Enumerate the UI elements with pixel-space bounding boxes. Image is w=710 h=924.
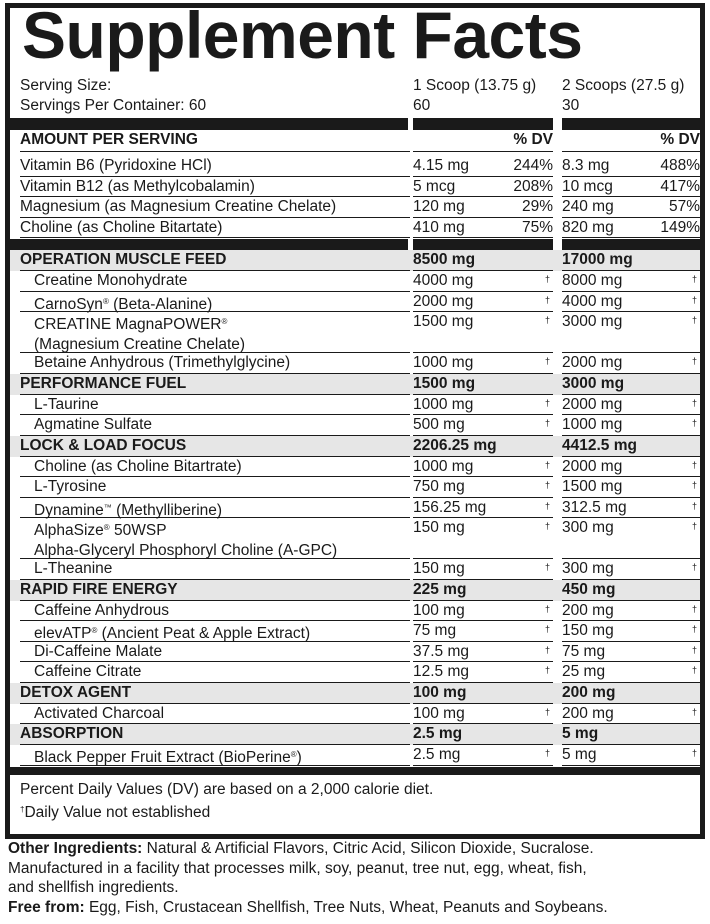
ingredient-amount-2-text: 300 mg	[562, 560, 614, 577]
ingredient-amount-1-text: 750 mg	[413, 478, 465, 495]
dagger-mark: †	[544, 480, 550, 490]
vitamin-dv-1: 208%	[513, 177, 553, 195]
vitamin-amount-1-text: 5 mcg	[413, 177, 456, 195]
blend-amount-1: 2.5 mg	[413, 724, 553, 745]
ingredient-row	[10, 518, 700, 559]
ingredient-amount-2	[562, 312, 700, 353]
dagger-mark: †	[544, 418, 550, 428]
ingredient-amount-2	[562, 353, 700, 374]
ingredient-name-line: Caffeine Citrate	[34, 663, 142, 680]
ingredient-amount-1-text: 1000 mg	[413, 457, 474, 475]
blend-amount-2: 17000 mg	[562, 250, 700, 271]
blend-amount-2: 5 mg	[562, 724, 700, 745]
ingredient-amount-1	[413, 621, 553, 642]
ingredient-name-line: L-Tyrosine	[34, 478, 107, 495]
ingredient-amount-1-text: 100 mg	[413, 704, 465, 722]
vitamin-amount-2	[562, 156, 700, 177]
ingredient-amount-1-text: 150 mg	[413, 560, 465, 577]
ingredient-amount-2	[562, 477, 700, 498]
ingredient-row	[10, 415, 700, 436]
dagger-mark: †	[544, 356, 550, 366]
vitamin-amount-2-text: 240 mg	[562, 198, 614, 215]
ingredient-row	[10, 601, 700, 622]
serving-size-row-label: Serving Size:	[20, 77, 112, 94]
dagger-mark: †	[544, 644, 550, 655]
ingredient-name-line: Activated Charcoal	[34, 704, 165, 722]
blend-name: RAPID FIRE ENERGY	[20, 580, 410, 601]
ingredient-name-line: L-Taurine	[34, 395, 99, 413]
ingredient-amount-2-text: 25 mg	[562, 663, 606, 680]
ingredient-row	[10, 353, 700, 374]
ingredient-amount-1-text: 37.5 mg	[413, 642, 470, 660]
vitamin-amount-1-text: 4.15 mg	[413, 157, 470, 174]
blend-header-row	[10, 580, 700, 601]
ingredient-amount-2-text: 75 mg	[562, 642, 606, 660]
vitamin-row	[10, 177, 700, 198]
vitamin-amount-1	[413, 177, 553, 198]
ingredient-amount-1-text: 1000 mg	[413, 395, 474, 413]
dagger-mark: †	[691, 748, 697, 758]
ingredient-amount-2-text: 300 mg	[562, 519, 614, 536]
ingredient-amount-2	[562, 518, 700, 559]
ingredient-amount-2	[562, 662, 700, 683]
section-divider	[562, 118, 700, 130]
vitamin-name: Vitamin B12 (as Methylcobalamin)	[20, 177, 410, 198]
ingredient-amount-2-text: 3000 mg	[562, 313, 623, 330]
ingredient-row	[10, 477, 700, 498]
ingredient-amount-2-text: 1500 mg	[562, 478, 623, 495]
dv-header-1	[413, 130, 553, 152]
vitamin-row	[10, 197, 700, 218]
facility-statement: Manufactured in a facility that processes milk, soy, peanut, tree nut, egg, wheat, fish,	[8, 859, 587, 877]
vitamin-amount-2	[562, 197, 700, 218]
amount-header-row	[10, 130, 700, 152]
ingredient-name	[20, 662, 410, 683]
ingredient-amount-2	[562, 498, 700, 519]
ingredient-amount-2	[562, 395, 700, 416]
vitamin-amount-1	[413, 218, 553, 239]
section-divider	[413, 118, 553, 130]
ingredient-amount-1	[413, 642, 553, 663]
servings-per-container-row-value-1: 60	[413, 97, 431, 114]
section-divider	[10, 118, 408, 130]
blend-amount-1: 2206.25 mg	[413, 436, 553, 457]
ingredient-name-line: Creatine Monohydrate	[34, 272, 188, 289]
ingredient-row	[10, 457, 700, 478]
ingredient-name	[20, 312, 410, 353]
blend-header-row	[10, 374, 700, 395]
ingredient-name-line: AlphaSize® 50WSP	[34, 522, 167, 539]
dagger-mark: †	[544, 748, 550, 758]
serving-size-row-value-1: 1 Scoop (13.75 g)	[413, 77, 537, 94]
blend-name: LOCK & LOAD FOCUS	[20, 436, 410, 457]
ingredient-name	[20, 559, 410, 580]
dv-note: Percent Daily Values (DV) are based on a 2,000 calorie diet.	[20, 780, 434, 798]
dagger-mark: †	[544, 603, 550, 614]
free-from-text: Egg, Fish, Crustacean Shellfish, Tree Nuts, Wheat, Peanuts and Soybeans.	[84, 898, 608, 916]
ingredient-row	[10, 662, 700, 683]
ingredient-amount-1	[413, 292, 553, 313]
ingredient-amount-1	[413, 395, 553, 416]
ingredient-name-line: Black Pepper Fruit Extract (BioPerine®)	[34, 749, 302, 766]
panel-title: Supplement Facts	[22, 0, 583, 72]
blend-amount-2: 4412.5 mg	[562, 436, 700, 457]
ingredient-name	[20, 415, 410, 436]
dagger-mark: †	[691, 706, 697, 717]
dagger-mark: †	[691, 418, 697, 428]
ingredient-amount-1	[413, 559, 553, 580]
dagger-mark: †	[691, 397, 697, 408]
dagger-mark: †	[544, 624, 550, 634]
dv-header-1-text: % DV	[513, 131, 553, 148]
ingredient-amount-1-text: 75 mg	[413, 622, 457, 639]
ingredient-name-line: CarnoSyn® (Beta-Alanine)	[34, 295, 213, 313]
servings-per-container-row	[10, 96, 700, 116]
dagger-mark: †	[544, 665, 550, 675]
ingredient-amount-1	[413, 271, 553, 292]
ingredient-amount-1-text: 4000 mg	[413, 272, 474, 289]
facility-statement-cont: and shellfish ingredients.	[8, 879, 179, 896]
ingredient-amount-1-text: 1000 mg	[413, 354, 474, 371]
ingredient-name-line: elevATP® (Ancient Peat & Apple Extract)	[34, 625, 311, 642]
dagger-mark: †	[544, 274, 550, 284]
dagger-mark: †	[691, 294, 697, 305]
other-ingredients-text: Natural & Artificial Flavors, Citric Acid, Silicon Dioxide, Sucralose.	[142, 840, 594, 857]
vitamin-dv-1: 75%	[521, 218, 553, 236]
blend-amount-2: 200 mg	[562, 683, 700, 704]
dagger-mark: †	[544, 521, 550, 531]
blend-name: OPERATION MUSCLE FEED	[20, 250, 410, 271]
ingredient-amount-2-text: 8000 mg	[562, 272, 623, 289]
ingredient-name-line-2: Alpha-Glyceryl Phosphoryl Choline (A-GPC)	[34, 542, 338, 559]
ingredient-name-line-2: (Magnesium Creatine Chelate)	[34, 336, 246, 353]
dagger-note: †Daily Value not established	[20, 803, 211, 821]
other-ingredients-label: Other Ingredients:	[8, 840, 143, 857]
ingredient-amount-1	[413, 601, 553, 622]
vitamin-amount-2-text: 10 mcg	[562, 177, 613, 195]
ingredient-name-line: Di-Caffeine Malate	[34, 642, 163, 660]
ingredient-amount-1	[413, 518, 553, 559]
blend-header-row	[10, 250, 700, 271]
vitamin-amount-2	[562, 218, 700, 239]
ingredient-name	[20, 642, 410, 663]
dagger-mark: †	[691, 274, 697, 284]
ingredient-amount-2-text: 5 mg	[562, 746, 597, 763]
dagger-mark: †	[691, 356, 697, 366]
ingredient-amount-2-text: 2000 mg	[562, 354, 623, 371]
ingredient-amount-1-text: 2000 mg	[413, 292, 474, 310]
ingredient-name	[20, 498, 410, 519]
dagger-mark: †	[544, 294, 550, 305]
ingredient-amount-2	[562, 642, 700, 663]
ingredient-amount-2-text: 2000 mg	[562, 395, 623, 413]
blend-header-row	[10, 436, 700, 457]
ingredient-name-line: L-Theanine	[34, 560, 113, 577]
ingredient-name	[20, 477, 410, 498]
vitamin-dv-1: 244%	[513, 157, 553, 174]
ingredient-row	[10, 292, 700, 313]
other-ingredients	[8, 839, 702, 859]
dagger-mark: †	[691, 562, 697, 572]
vitamin-row	[10, 218, 700, 239]
ingredient-amount-1	[413, 745, 553, 766]
dagger-mark: †	[691, 521, 697, 531]
ingredient-amount-1	[413, 353, 553, 374]
ingredient-row	[10, 395, 700, 416]
dagger-mark: †	[691, 603, 697, 614]
ingredient-name	[20, 353, 410, 374]
blend-amount-1: 225 mg	[413, 580, 553, 601]
amount-per-serving-label: AMOUNT PER SERVING	[20, 130, 410, 152]
ingredient-row	[10, 745, 700, 766]
dagger-mark: †	[691, 480, 697, 490]
ingredient-amount-1-text: 100 mg	[413, 601, 465, 619]
dv-header-2-text: % DV	[660, 131, 700, 148]
ingredient-row	[10, 642, 700, 663]
blend-name: ABSORPTION	[20, 724, 410, 745]
ingredient-amount-2-text: 2000 mg	[562, 457, 623, 475]
vitamin-amount-1-text: 120 mg	[413, 198, 465, 215]
free-from-label: Free from:	[8, 898, 85, 916]
ingredient-amount-1	[413, 477, 553, 498]
ingredient-amount-2	[562, 559, 700, 580]
blend-header-row	[10, 683, 700, 704]
vitamin-row	[10, 156, 700, 177]
ingredient-amount-2-text: 4000 mg	[562, 292, 623, 310]
blend-amount-1: 1500 mg	[413, 374, 553, 395]
ingredient-amount-1-text: 12.5 mg	[413, 663, 470, 680]
dagger-mark: †	[544, 315, 550, 325]
label-footer	[0, 839, 710, 917]
vitamin-dv-2: 57%	[668, 198, 700, 215]
ingredient-amount-2-text: 200 mg	[562, 601, 614, 619]
ingredient-amount-2-text: 312.5 mg	[562, 498, 627, 516]
dagger-mark: †	[691, 624, 697, 634]
ingredient-amount-1	[413, 498, 553, 519]
dagger-mark: †	[691, 665, 697, 675]
ingredient-amount-1	[413, 457, 553, 478]
vitamin-dv-2: 417%	[660, 177, 700, 195]
ingredient-amount-1-text: 500 mg	[413, 416, 465, 433]
ingredient-row	[10, 559, 700, 580]
ingredient-amount-1	[413, 312, 553, 353]
blend-amount-1: 100 mg	[413, 683, 553, 704]
ingredient-name	[20, 621, 410, 642]
ingredient-name-line: Choline (as Choline Bitartrate)	[34, 457, 242, 475]
ingredient-amount-2	[562, 745, 700, 766]
ingredient-amount-1-text: 150 mg	[413, 519, 465, 536]
vitamin-amount-2	[562, 177, 700, 198]
vitamin-dv-1: 29%	[521, 198, 553, 215]
ingredient-name-line: Betaine Anhydrous (Trimethylglycine)	[34, 354, 291, 371]
dagger-mark: †	[544, 500, 550, 511]
supplement-facts-panel	[5, 0, 705, 839]
vitamin-name: Choline (as Choline Bitartate)	[20, 218, 410, 239]
ingredient-name-line: CREATINE MagnaPOWER®	[34, 316, 228, 333]
blend-amount-2: 450 mg	[562, 580, 700, 601]
dagger-mark: †	[544, 706, 550, 717]
ingredient-amount-1	[413, 662, 553, 683]
ingredient-row	[10, 312, 700, 353]
serving-size-row	[10, 76, 700, 96]
servings-per-container-row-value-2: 30	[562, 97, 580, 114]
blend-name: DETOX AGENT	[20, 683, 410, 704]
ingredient-amount-1-text: 2.5 mg	[413, 746, 461, 763]
blend-amount-2: 3000 mg	[562, 374, 700, 395]
ingredient-amount-2	[562, 601, 700, 622]
vitamin-amount-1	[413, 197, 553, 218]
vitamin-amount-1-text: 410 mg	[413, 218, 465, 236]
ingredient-name-line: Caffeine Anhydrous	[34, 601, 170, 619]
vitamin-name: Magnesium (as Magnesium Creatine Chelate)	[20, 197, 410, 218]
ingredient-amount-2	[562, 415, 700, 436]
ingredient-amount-2-text: 1000 mg	[562, 416, 623, 433]
dagger-mark: †	[691, 500, 697, 511]
ingredient-amount-1	[413, 704, 553, 725]
ingredient-amount-2	[562, 271, 700, 292]
dagger-mark: †	[544, 562, 550, 572]
ingredient-amount-1-text: 1500 mg	[413, 313, 474, 330]
ingredient-name	[20, 745, 410, 766]
ingredient-name-line: Agmatine Sulfate	[34, 416, 153, 433]
ingredient-amount-2	[562, 292, 700, 313]
ingredient-amount-2-text: 150 mg	[562, 622, 614, 639]
ingredient-name	[20, 395, 410, 416]
dagger-mark: †	[691, 459, 697, 470]
table-bottom-bar	[10, 767, 700, 775]
ingredient-row	[10, 621, 700, 642]
vitamin-name: Vitamin B6 (Pyridoxine HCl)	[20, 156, 410, 177]
vitamin-amount-2-text: 820 mg	[562, 218, 614, 236]
ingredient-amount-1	[413, 415, 553, 436]
ingredient-amount-2	[562, 704, 700, 725]
dagger-symbol: †	[20, 804, 25, 814]
blend-amount-1: 8500 mg	[413, 250, 553, 271]
ingredient-amount-2	[562, 621, 700, 642]
vitamin-amount-2-text: 8.3 mg	[562, 157, 610, 174]
ingredient-name	[20, 457, 410, 478]
ingredient-name	[20, 704, 410, 725]
ingredient-amount-2	[562, 457, 700, 478]
dagger-mark: †	[544, 397, 550, 408]
ingredient-row	[10, 704, 700, 725]
servings-per-container-row-label: Servings Per Container: 60	[20, 97, 207, 114]
vitamin-dv-2: 488%	[660, 157, 700, 174]
ingredient-name	[20, 292, 410, 313]
dagger-mark: †	[691, 644, 697, 655]
dv-header-2	[562, 130, 700, 152]
vitamin-amount-1	[413, 156, 553, 177]
ingredient-name	[20, 271, 410, 292]
blend-name: PERFORMANCE FUEL	[20, 374, 410, 395]
vitamin-dv-2: 149%	[660, 218, 700, 236]
dagger-mark: †	[544, 459, 550, 470]
ingredient-name	[20, 518, 410, 559]
ingredient-name	[20, 601, 410, 622]
blend-header-row	[10, 724, 700, 745]
ingredient-amount-1-text: 156.25 mg	[413, 498, 487, 516]
ingredient-name-line: Dynamine™ (Methylliberine)	[34, 501, 223, 519]
free-from	[8, 898, 702, 918]
ingredient-row	[10, 271, 700, 292]
ingredient-amount-2-text: 200 mg	[562, 704, 614, 722]
ingredient-row	[10, 498, 700, 519]
serving-size-row-value-2: 2 Scoops (27.5 g)	[562, 77, 685, 94]
dagger-mark: †	[691, 315, 697, 325]
